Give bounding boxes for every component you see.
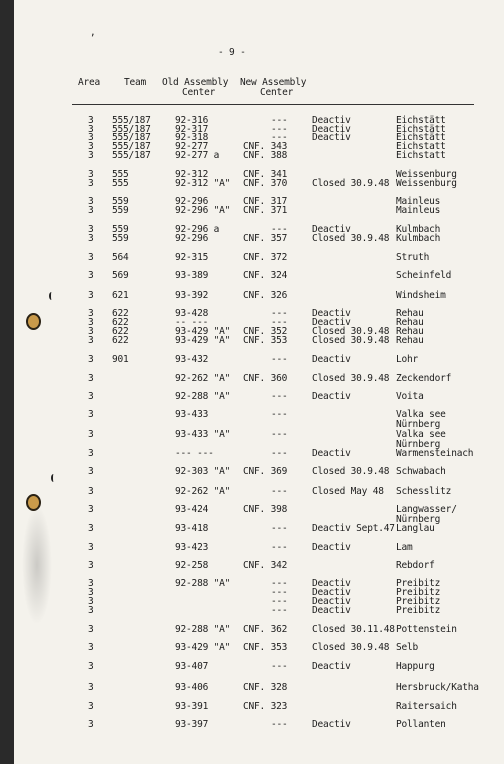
cell-area: 3	[88, 169, 94, 180]
cell-team: 555/187	[112, 115, 151, 126]
header-area: Area	[78, 77, 101, 88]
cell-area: 3	[88, 326, 94, 337]
cell-area: 3	[88, 429, 94, 440]
punch-hole-bottom	[26, 494, 41, 511]
cell-new: CNF. 398	[243, 504, 288, 515]
cell-old: 93-397	[175, 719, 209, 730]
cell-old: 93-406	[175, 682, 209, 693]
cell-area: 3	[88, 205, 94, 216]
cell-new: ---	[271, 523, 288, 534]
cell-area: 3	[88, 448, 94, 459]
cell-new: ---	[271, 719, 288, 730]
cell-old: --- ---	[175, 448, 214, 459]
cell-place: Warmensteinach	[396, 448, 474, 459]
cell-new: CNF. 343	[243, 141, 288, 152]
cell-area: 3	[88, 354, 94, 365]
cell-old: 92-277 a	[175, 150, 220, 161]
cell-team: 555/187	[112, 124, 151, 135]
cell-place: Rebdorf	[396, 560, 435, 571]
cell-status: Deactiv	[312, 132, 351, 143]
cell-status: Closed 30.9.48	[312, 642, 390, 653]
pencil-mark	[49, 292, 54, 300]
cell-place: Langlau	[396, 523, 435, 534]
header-rule	[72, 104, 474, 105]
cell-team: 555/187	[112, 141, 151, 152]
cell-team: 555	[112, 178, 129, 189]
cell-old: 93-392	[175, 290, 209, 301]
cell-old: 92-318	[175, 132, 209, 143]
cell-new: ---	[271, 115, 288, 126]
cell-area: 3	[88, 560, 94, 571]
cell-place: Lohr	[396, 354, 419, 365]
cell-old: 92-262 "A"	[175, 486, 231, 497]
cell-area: 3	[88, 578, 94, 589]
cell-status: Closed 30.11.48	[312, 624, 395, 635]
cell-old: 93-433	[175, 409, 209, 420]
cell-old: 93-429 "A"	[175, 335, 231, 346]
cell-place: Preibitz	[396, 587, 441, 598]
cell-new: CNF. 342	[243, 560, 288, 571]
cell-status: Deactiv	[312, 354, 351, 365]
cell-new: CNF. 369	[243, 466, 288, 477]
cell-new: ---	[271, 542, 288, 553]
cell-place: Schwabach	[396, 466, 446, 477]
cell-place: Schesslitz	[396, 486, 452, 497]
cell-place: Eichstatt	[396, 150, 446, 161]
cell-area: 3	[88, 290, 94, 301]
cell-status: Deactiv	[312, 542, 351, 553]
cell-place: Pollanten	[396, 719, 446, 730]
cell-new: CNF. 371	[243, 205, 288, 216]
cell-team: 569	[112, 270, 129, 281]
cell-status: Deactiv	[312, 448, 351, 459]
cell-old: 92-312 "A"	[175, 178, 231, 189]
cell-area: 3	[88, 141, 94, 152]
cell-place: Valka see	[396, 429, 446, 440]
cell-place: Mainleus	[396, 205, 441, 216]
cell-new: ---	[271, 317, 288, 328]
cell-new: CNF. 353	[243, 335, 288, 346]
cell-new: CNF. 370	[243, 178, 288, 189]
cell-area: 3	[88, 124, 94, 135]
cell-area: 3	[88, 701, 94, 712]
cell-team: 622	[112, 317, 129, 328]
cell-old: 93-407	[175, 661, 209, 672]
cell-old: 92-316	[175, 115, 209, 126]
cell-status: Deactiv	[312, 587, 351, 598]
cell-status: Closed 30.9.48	[312, 373, 390, 384]
cell-new: ---	[271, 596, 288, 607]
cell-place: Eichstatt	[396, 141, 446, 152]
cell-old: 92-288 "A"	[175, 391, 231, 402]
cell-area: 3	[88, 587, 94, 598]
cell-place: Nürnberg	[396, 419, 441, 430]
cell-place: Zeckendorf	[396, 373, 452, 384]
cell-new: CNF. 357	[243, 233, 288, 244]
cell-new: CNF. 353	[243, 642, 288, 653]
page-number: - 9 -	[218, 47, 246, 58]
cell-new: ---	[271, 354, 288, 365]
cell-status: Deactiv	[312, 124, 351, 135]
cell-place: Mainleus	[396, 196, 441, 207]
cell-place: Nürnberg	[396, 514, 441, 525]
cell-new: ---	[271, 409, 288, 420]
cell-new: ---	[271, 587, 288, 598]
cell-area: 3	[88, 642, 94, 653]
cell-place: Rehau	[396, 335, 424, 346]
cell-area: 3	[88, 409, 94, 420]
cell-area: 3	[88, 196, 94, 207]
cell-place: Kulmbach	[396, 224, 441, 235]
pencil-mark	[51, 474, 56, 482]
cell-old: 92-258	[175, 560, 209, 571]
cell-new: CNF. 317	[243, 196, 288, 207]
cell-area: 3	[88, 317, 94, 328]
header-team: Team	[124, 77, 147, 88]
cell-team: 559	[112, 196, 129, 207]
cell-place: Preibitz	[396, 596, 441, 607]
cell-area: 3	[88, 252, 94, 263]
cell-area: 3	[88, 486, 94, 497]
cell-old: -- ---	[175, 317, 209, 328]
cell-status: Closed 30.9.48	[312, 178, 390, 189]
cell-area: 3	[88, 308, 94, 319]
cell-new: CNF. 352	[243, 326, 288, 337]
cell-status: Deactiv	[312, 224, 351, 235]
cell-area: 3	[88, 504, 94, 515]
cell-old: 93-391	[175, 701, 209, 712]
cell-team: 555/187	[112, 132, 151, 143]
cell-place: Weissenburg	[396, 178, 457, 189]
cell-status: Deactiv	[312, 578, 351, 589]
cell-area: 3	[88, 523, 94, 534]
cell-old: 93-389	[175, 270, 209, 281]
cell-status: Closed 30.9.48	[312, 335, 390, 346]
cell-status: Deactiv	[312, 308, 351, 319]
punch-hole-top	[26, 313, 41, 330]
cell-area: 3	[88, 542, 94, 553]
cell-area: 3	[88, 224, 94, 235]
cell-new: CNF. 341	[243, 169, 288, 180]
cell-new: ---	[271, 308, 288, 319]
cell-place: Happurg	[396, 661, 435, 672]
cell-new: ---	[271, 448, 288, 459]
cell-old: 92-262 "A"	[175, 373, 231, 384]
cell-old: 93-429 "A"	[175, 642, 231, 653]
cell-place: Scheinfeld	[396, 270, 452, 281]
cell-old: 92-288 "A"	[175, 624, 231, 635]
cell-team: 901	[112, 354, 129, 365]
cell-team: 555	[112, 169, 129, 180]
cell-status: Deactiv	[312, 605, 351, 616]
scan-edge	[0, 0, 14, 764]
cell-old: 92-312	[175, 169, 209, 180]
cell-team: 622	[112, 308, 129, 319]
cell-place: Kulmbach	[396, 233, 441, 244]
cell-area: 3	[88, 373, 94, 384]
cell-new: ---	[271, 578, 288, 589]
cell-place: Pottenstein	[396, 624, 457, 635]
cell-area: 3	[88, 719, 94, 730]
cell-new: ---	[271, 124, 288, 135]
cell-place: Raitersaich	[396, 701, 457, 712]
cell-place: Eichstätt	[396, 124, 446, 135]
cell-place: Hersbruck/Katha	[396, 682, 479, 693]
cell-new: CNF. 328	[243, 682, 288, 693]
cell-team: 621	[112, 290, 129, 301]
cell-place: Windsheim	[396, 290, 446, 301]
cell-new: ---	[271, 605, 288, 616]
cell-new: CNF. 324	[243, 270, 288, 281]
cell-team: 555/187	[112, 150, 151, 161]
cell-status: Closed 30.9.48	[312, 466, 390, 477]
cell-old: 92-296 a	[175, 224, 220, 235]
cell-new: CNF. 362	[243, 624, 288, 635]
cell-old: 92-315	[175, 252, 209, 263]
header-new-center: New Assembly	[240, 77, 307, 88]
cell-area: 3	[88, 178, 94, 189]
cell-place: Preibitz	[396, 605, 441, 616]
cell-old: 92-277	[175, 141, 209, 152]
ink-smudge	[22, 505, 52, 625]
cell-area: 3	[88, 596, 94, 607]
corner-mark: ,	[90, 27, 96, 38]
cell-new: CNF. 326	[243, 290, 288, 301]
cell-new: CNF. 323	[243, 701, 288, 712]
cell-place: Rehau	[396, 317, 424, 328]
header-old-center-2: Center	[182, 87, 216, 98]
cell-status: Deactiv	[312, 596, 351, 607]
cell-place: Preibitz	[396, 578, 441, 589]
cell-place: Rehau	[396, 308, 424, 319]
cell-area: 3	[88, 233, 94, 244]
cell-status: Closed May 48	[312, 486, 384, 497]
cell-old: 93-429 "A"	[175, 326, 231, 337]
cell-status: Deactiv Sept.47	[312, 523, 395, 534]
cell-new: ---	[271, 391, 288, 402]
cell-status: Closed 30.9.48	[312, 326, 390, 337]
cell-place: Langwasser/	[396, 504, 457, 515]
cell-place: Selb	[396, 642, 419, 653]
header-new-center-2: Center	[260, 87, 294, 98]
cell-place: Rehau	[396, 326, 424, 337]
cell-status: Deactiv	[312, 391, 351, 402]
cell-old: 92-303 "A"	[175, 466, 231, 477]
cell-place: Lam	[396, 542, 413, 553]
cell-team: 559	[112, 205, 129, 216]
cell-area: 3	[88, 661, 94, 672]
cell-team: 559	[112, 233, 129, 244]
cell-team: 564	[112, 252, 129, 263]
cell-area: 3	[88, 270, 94, 281]
cell-old: 93-423	[175, 542, 209, 553]
cell-area: 3	[88, 391, 94, 402]
cell-new: CNF. 372	[243, 252, 288, 263]
cell-area: 3	[88, 682, 94, 693]
cell-status: Deactiv	[312, 719, 351, 730]
cell-old: 93-418	[175, 523, 209, 534]
cell-old: 92-296	[175, 233, 209, 244]
cell-old: 92-296	[175, 196, 209, 207]
cell-area: 3	[88, 624, 94, 635]
cell-old: 92-296 "A"	[175, 205, 231, 216]
cell-area: 3	[88, 115, 94, 126]
cell-new: CNF. 360	[243, 373, 288, 384]
cell-old: 93-428	[175, 308, 209, 319]
cell-place: Eichstätt	[396, 115, 446, 126]
cell-team: 559	[112, 224, 129, 235]
cell-new: ---	[271, 486, 288, 497]
cell-status: Deactiv	[312, 661, 351, 672]
cell-old: 93-424	[175, 504, 209, 515]
cell-status: Closed 30.9.48	[312, 233, 390, 244]
cell-old: 92-317	[175, 124, 209, 135]
cell-place: Struth	[396, 252, 430, 263]
cell-new: ---	[271, 429, 288, 440]
cell-new: ---	[271, 224, 288, 235]
cell-area: 3	[88, 466, 94, 477]
cell-team: 622	[112, 326, 129, 337]
cell-place: Voita	[396, 391, 424, 402]
cell-place: Valka see	[396, 409, 446, 420]
cell-old: 93-433 "A"	[175, 429, 231, 440]
cell-place: Eichstätt	[396, 132, 446, 143]
cell-status: Deactiv	[312, 115, 351, 126]
cell-old: 93-432	[175, 354, 209, 365]
cell-place: Nürnberg	[396, 439, 441, 450]
cell-place: Weissenburg	[396, 169, 457, 180]
cell-area: 3	[88, 335, 94, 346]
cell-new: CNF. 388	[243, 150, 288, 161]
header-old-center: Old Assembly	[162, 77, 229, 88]
cell-area: 3	[88, 150, 94, 161]
cell-old: 92-288 "A"	[175, 578, 231, 589]
cell-area: 3	[88, 605, 94, 616]
cell-new: ---	[271, 661, 288, 672]
cell-status: Deactiv	[312, 317, 351, 328]
cell-new: ---	[271, 132, 288, 143]
cell-area: 3	[88, 132, 94, 143]
cell-team: 622	[112, 335, 129, 346]
